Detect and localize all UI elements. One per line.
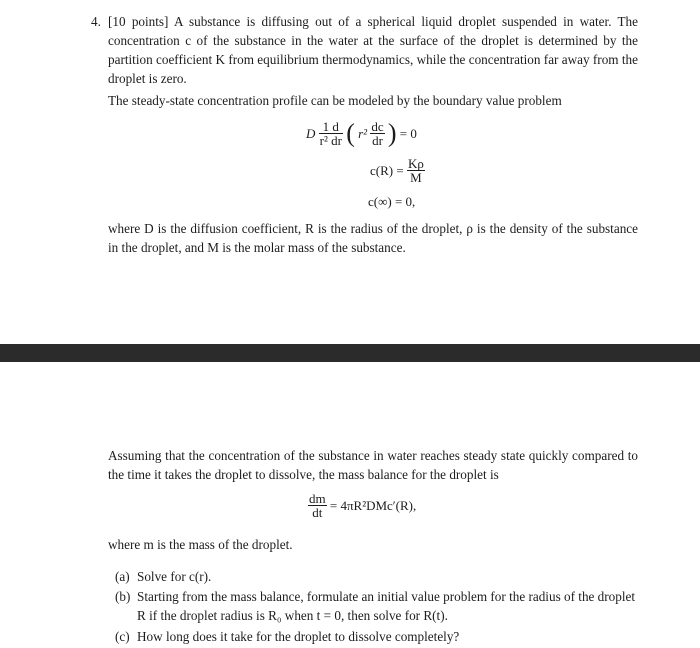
equation-boundary-surface — [370, 157, 425, 184]
mass-balance-lead-text: Assuming that the concentration of the substance in water reaches steady state quickly compared to the time it takes the droplet to dissolve, the mass balance for the droplet is — [108, 448, 638, 482]
eq1-f1-den: r² dr — [319, 133, 342, 148]
mass-definition-text: where m is the mass of the droplet. — [108, 537, 293, 552]
eq2-den: M — [410, 170, 422, 185]
eq1-f2-den: dr — [372, 133, 383, 148]
page-divider-bar — [0, 344, 700, 362]
eq4-rhs: = 4πR²DMc′(R), — [329, 498, 417, 513]
eq1-d-symbol: D — [306, 126, 316, 141]
eq1-paren-right: ) — [387, 118, 397, 148]
eq1-f1-num: 1 d — [319, 120, 343, 134]
eq2-num: Kρ — [407, 156, 424, 171]
equation-mass-balance — [308, 492, 416, 519]
part-c-text: How long does it take for the droplet to dissolve completely? — [137, 629, 460, 644]
eq1-paren-left: ( — [346, 118, 355, 148]
eq1-r-squared: r² — [358, 126, 368, 141]
eq1-fraction-1 — [319, 120, 343, 147]
eq1-f2-num: dc — [371, 119, 384, 134]
eq4-den: dt — [312, 505, 323, 520]
bvp-lead-text: The steady-state concentration profile can be modeled by the boundary value problem — [108, 93, 562, 108]
eq1-fraction-2 — [370, 120, 384, 147]
problem-intro: [10 points] A substance is diffusing out of a spherical liquid droplet suspended in water. The concentration c of the substance in the water at the surface of the droplet is determined by the partition coefficient K from equilibrium thermodynamics, while the concentration far away from the droplet is zero. — [108, 14, 638, 86]
part-c-label: (c) — [115, 629, 130, 644]
eq2-lhs: c(R) = — [370, 163, 404, 178]
part-a-text: Solve for c(r). — [137, 569, 212, 584]
eq4-num: dm — [309, 491, 326, 506]
eq2-fraction — [407, 157, 425, 184]
equation-boundary-infinity: c(∞) = 0, — [368, 194, 416, 209]
part-a-label: (a) — [115, 569, 130, 584]
eq4-fraction — [308, 492, 327, 519]
part-b-text: Starting from the mass balance, formulate an initial value problem for the radius of the droplet R if the droplet radius is R₀ when t = 0, then solve for R(t). — [137, 589, 636, 623]
eq1-rhs: = 0 — [399, 126, 417, 141]
problem-number: 4. — [91, 14, 101, 29]
part-b-label: (b) — [115, 589, 131, 604]
definitions-paragraph: where D is the diffusion coefficient, R is the radius of the droplet, ρ is the density of the substance in the droplet, and M is the molar mass of the substance. — [108, 221, 638, 255]
equation-diffusion-ode — [306, 120, 417, 147]
